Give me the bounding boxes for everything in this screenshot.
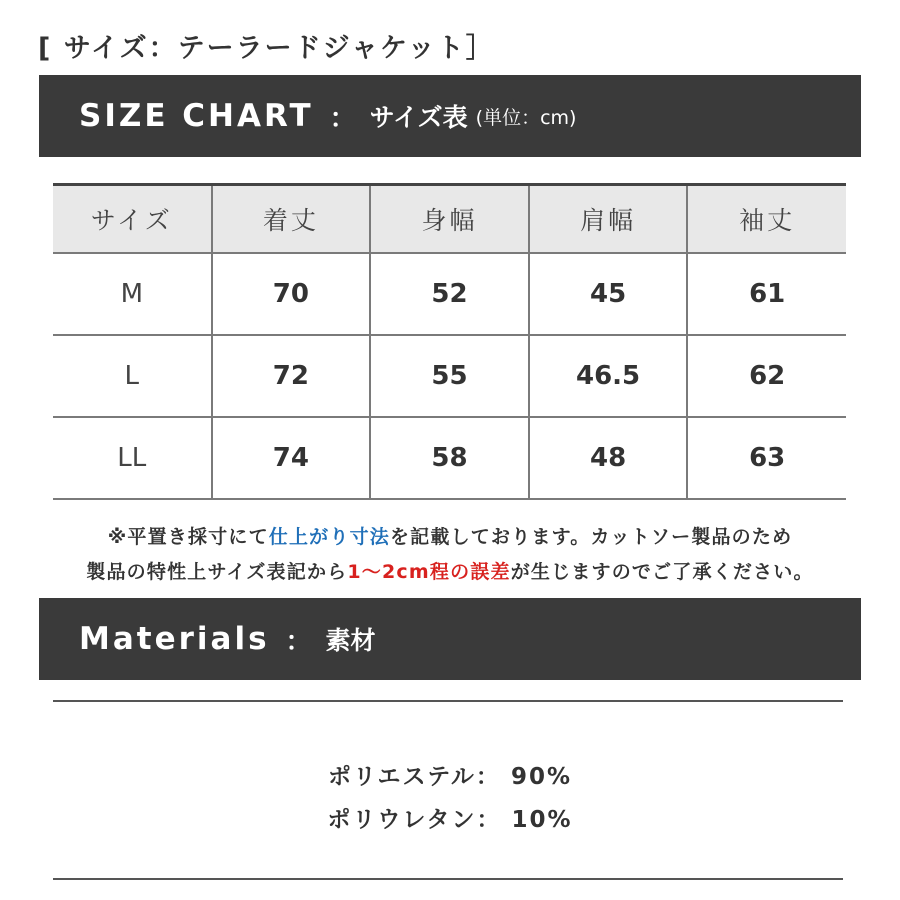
size-chart-separator: ：	[329, 103, 356, 134]
header-chest-width: 身幅	[370, 185, 529, 253]
material-name: ポリエステル：	[327, 764, 501, 790]
sleeve-length-value: 63	[687, 417, 846, 499]
materials-divider-bottom	[53, 878, 843, 880]
size-label: LL	[53, 417, 212, 499]
materials-title-en: Materials	[79, 621, 270, 657]
size-chart-unit: (単位：cm)	[475, 106, 577, 129]
chest-width-value: 58	[370, 417, 529, 499]
note-text: ※平置き採寸にて	[107, 526, 269, 548]
note-text: が生じますのでご了承ください。	[510, 561, 814, 583]
materials-separator: ：	[285, 626, 312, 657]
header-sleeve-length: 袖丈	[687, 185, 846, 253]
sleeve-length-value: 61	[687, 253, 846, 335]
materials-header-bar	[39, 598, 861, 680]
measurement-note-line-2	[0, 557, 900, 584]
note-highlight-error-range: 1〜2cm程の誤差	[347, 561, 511, 583]
material-polyester	[0, 758, 900, 791]
shoulder-width-value: 48	[529, 417, 688, 499]
shoulder-width-value: 45	[529, 253, 688, 335]
measurement-note-line-1	[0, 522, 900, 549]
size-chart-header-bar	[39, 75, 861, 157]
material-percentage: 90%	[510, 764, 572, 790]
header-length: 着丈	[212, 185, 371, 253]
length-value: 70	[212, 253, 371, 335]
sleeve-length-value: 62	[687, 335, 846, 417]
note-text: 製品の特性上サイズ表記から	[86, 561, 348, 583]
length-value: 72	[212, 335, 371, 417]
size-chart-title-jp: サイズ表	[369, 103, 468, 132]
table-row	[53, 417, 846, 499]
chest-width-value: 52	[370, 253, 529, 335]
page-title: [ サイズ：テーラードジャケット］	[38, 33, 495, 64]
size-table-header-row	[53, 185, 846, 253]
size-label: L	[53, 335, 212, 417]
material-polyurethane	[0, 801, 900, 834]
header-shoulder-width: 肩幅	[529, 185, 688, 253]
header-size: サイズ	[53, 185, 212, 253]
note-text: を記載しております。カットソー製品のため	[389, 526, 793, 548]
size-chart-title-en: SIZE CHART	[79, 98, 314, 134]
table-row	[53, 253, 846, 335]
material-percentage: 10%	[511, 807, 573, 833]
materials-divider-top	[53, 700, 843, 702]
note-highlight-finished-size: 仕上がり寸法	[268, 526, 390, 548]
materials-title-jp: 素材	[325, 626, 376, 655]
material-name: ポリウレタン：	[327, 807, 502, 833]
size-table	[53, 183, 846, 500]
table-row	[53, 335, 846, 417]
shoulder-width-value: 46.5	[529, 335, 688, 417]
length-value: 74	[212, 417, 371, 499]
size-label: M	[53, 253, 212, 335]
chest-width-value: 55	[370, 335, 529, 417]
